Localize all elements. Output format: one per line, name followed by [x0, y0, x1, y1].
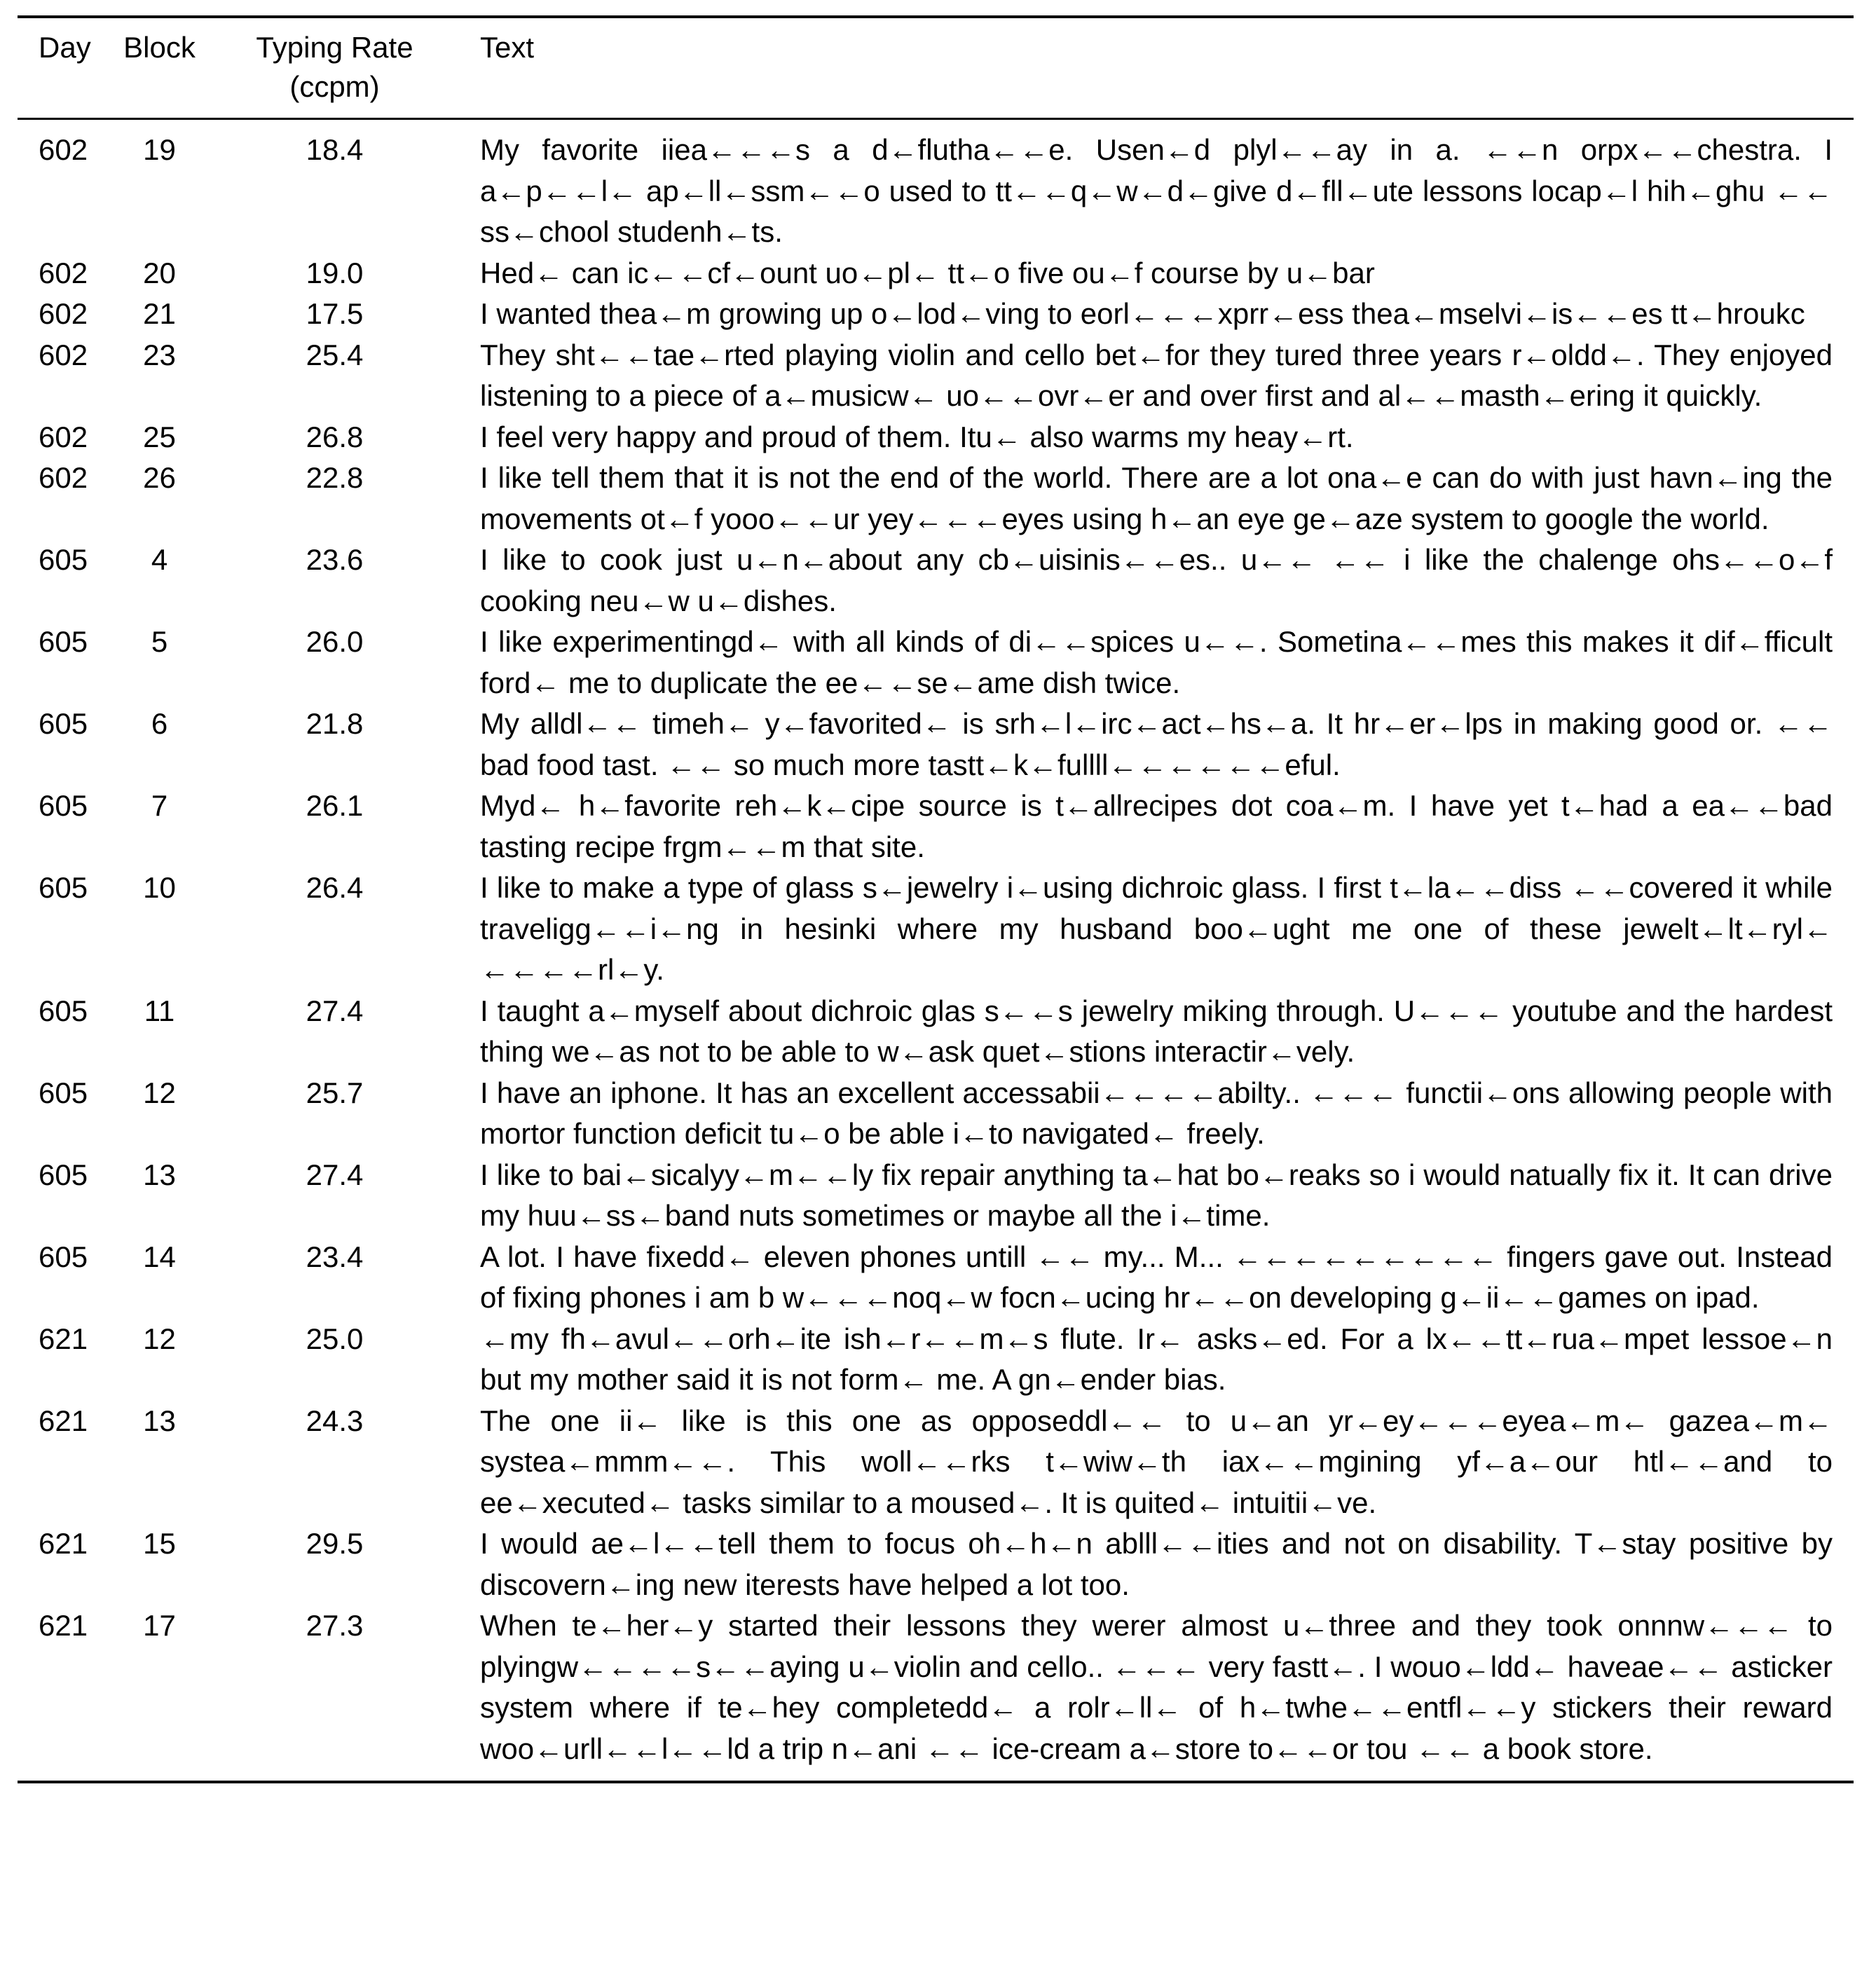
block-cell: 14 — [143, 1240, 176, 1273]
day-cell: 605 — [39, 543, 88, 576]
block-cell: 25 — [143, 420, 176, 453]
table-row — [18, 868, 1854, 991]
typing-rate-cell: 21.8 — [306, 707, 364, 740]
header-typing-rate-label: Typing Rate — [256, 31, 413, 64]
text-cell: I like to bai←sicalyy←m←←ly fix repair anything ta←hat bo←reaks so i would natually fix it. It can drive my huu←ss←band nuts sometimes or maybe all the i←time. — [480, 1158, 1833, 1232]
block-cell: 5 — [151, 625, 168, 658]
text-cell: Hed← can ic←←cf←ount uo←pl← tt←o five ou←f course by u←bar — [480, 256, 1375, 289]
table-row — [18, 1523, 1854, 1605]
table-row — [18, 1319, 1854, 1401]
text-cell: My alldl←← timeh← y←favorited← is srh←l←irc←act←hs←a. It hr←er←lps in making good or. ←← bad food tast. ←← so much more tastt←k←fullll←←←←←←eful. — [480, 707, 1833, 781]
typing-rate-cell: 26.0 — [306, 625, 364, 658]
block-cell: 4 — [151, 543, 168, 576]
day-cell: 602 — [39, 461, 88, 494]
block-cell: 12 — [143, 1076, 176, 1109]
text-cell: My favorite iiea←←←s a d←flutha←←e. Usen←d plyl←←ay in a. ←←n orpx←←chestra. I a←p←←l← ap←ll←ssm←←o used to tt←←q←w←d←give d←fll←ute lessons locap←l hih←ghu ←← ss←chool studenh←ts. — [480, 133, 1833, 248]
table-row — [18, 622, 1854, 704]
text-cell: I like experimentingd← with all kinds of di←←spices u←←. Sometina←←mes this makes it dif←fficult ford← me to duplicate the ee←←se←ame dish twice. — [480, 625, 1833, 699]
table-row — [18, 1073, 1854, 1155]
header-typing-rate-unit: (ccpm) — [289, 70, 380, 103]
table-row — [18, 130, 1854, 253]
typing-rate-cell: 17.5 — [306, 297, 364, 330]
text-cell: Myd← h←favorite reh←k←cipe source is t←allrecipes dot coa←m. I have yet t←had a ea←←bad tasting recipe frgm←←m that site. — [480, 789, 1833, 863]
text-cell: ←my fh←avul←←orh←ite ish←r←←m←s flute. Ir← asks←ed. For a lx←←tt←rua←mpet lessoe←n but my mother said it is not form← me. A gn←ender bias. — [480, 1322, 1833, 1396]
text-cell: I like to cook just u←n←about any cb←uisinis←←es.. u←← ←← i like the chalenge ohs←←o←f cooking neu←w u←dishes. — [480, 543, 1833, 617]
typing-rate-cell: 26.1 — [306, 789, 364, 822]
text-cell: I taught a←myself about dichroic glas s←←s jewelry miking through. U←←← youtube and the hardest thing we←as not to be able to w←ask quet←stions interactir←vely. — [480, 994, 1833, 1068]
day-cell: 605 — [39, 1158, 88, 1191]
day-cell: 605 — [39, 994, 88, 1027]
table-row — [18, 1605, 1854, 1769]
table-row — [18, 1155, 1854, 1237]
day-cell: 605 — [39, 789, 88, 822]
text-cell: I like tell them that it is not the end of the world. There are a lot ona←e can do with just havn←ing the movements ot←f yooo←←ur yey←←←eyes using h←an eye ge←aze system to google the world. — [480, 461, 1833, 535]
text-cell: I feel very happy and proud of them. Itu← also warms my heay←rt. — [480, 420, 1354, 453]
block-cell: 26 — [143, 461, 176, 494]
day-cell: 605 — [39, 707, 88, 740]
typing-rate-cell: 24.3 — [306, 1404, 364, 1437]
block-cell: 17 — [143, 1609, 176, 1642]
header-block: Block — [123, 31, 196, 64]
table-row — [18, 786, 1854, 868]
block-cell: 6 — [151, 707, 168, 740]
table-row — [18, 458, 1854, 540]
text-cell: A lot. I have fixedd← eleven phones untill ←← my... M... ←←←←←←←←← fingers gave out. Instead of fixing phones i am b w←←←noq←w focn←ucing hr←←on developing g←ii←←games on ipad. — [480, 1240, 1833, 1314]
typing-rate-cell: 19.0 — [306, 256, 364, 289]
day-cell: 605 — [39, 625, 88, 658]
block-cell: 12 — [143, 1322, 176, 1355]
table-row — [18, 704, 1854, 786]
typing-rate-cell: 25.7 — [306, 1076, 364, 1109]
bottom-rule — [18, 1781, 1854, 1783]
day-cell: 602 — [39, 256, 88, 289]
table-row — [18, 294, 1854, 335]
day-cell: 605 — [39, 1240, 88, 1273]
table-row — [18, 1401, 1854, 1524]
block-cell: 13 — [143, 1404, 176, 1437]
table-row — [18, 335, 1854, 417]
text-cell: They sht←←tae←rted playing violin and cello bet←for they tured three years r←oldd←. They enjoyed listening to a piece of a←musicw← uo←←ovr←er and over first and al←←masth←ering it quickly. — [480, 338, 1833, 412]
day-cell: 621 — [39, 1404, 88, 1437]
text-cell: I would ae←l←←tell them to focus oh←h←n ablll←←ities and not on disability. T←stay positive by discovern←ing new iterests have helped a lot too. — [480, 1527, 1833, 1601]
day-cell: 602 — [39, 420, 88, 453]
header-text: Text — [480, 31, 535, 64]
text-cell: The one ii← like is this one as opposeddl←← to u←an yr←ey←←←eyea←m← gazea←m← systea←mmm←←. This woll←←rks t←wiw←th iax←←mgining yf←a←our htl←←and to ee←xecuted← tasks similar to a moused←. It is quited← intuitii←ve. — [480, 1404, 1833, 1519]
table-row — [18, 417, 1854, 458]
day-cell: 602 — [39, 297, 88, 330]
text-cell: When te←her←y started their lessons they werer almost u←three and they took onnnw←←← to plyingw←←←←s←←aying u←violin and cello.. ←←← very fastt←. I wouo←ldd← haveae←← asticker system where if te←hey completedd← a rolr←ll← of h←twhe←←entfl←←y stickers their reward woo←urll←←l←←ld a trip n←ani ←← ice-cream a←store to←←or tou ←← a book store. — [480, 1609, 1833, 1765]
table-row — [18, 253, 1854, 294]
typing-rate-cell: 23.6 — [306, 543, 364, 576]
table-row — [18, 1237, 1854, 1319]
header-day: Day — [39, 31, 91, 64]
typing-rate-cell: 25.0 — [306, 1322, 364, 1355]
text-cell: I wanted thea←m growing up o←lod←ving to eorl←←←xprr←ess thea←mselvi←is←←es tt←hroukc — [480, 297, 1805, 330]
block-cell: 13 — [143, 1158, 176, 1191]
block-cell: 15 — [143, 1527, 176, 1560]
day-cell: 605 — [39, 871, 88, 904]
typing-samples-table — [18, 15, 1854, 1783]
text-cell: I like to make a type of glass s←jewelry i←using dichroic glass. I first t←la←←diss ←←covered it while traveligg←←i←ng in hesinki where my husband boo←ught me one of these jewelt←lt←ryl← ←←←←rl←y. — [480, 871, 1833, 986]
block-cell: 21 — [143, 297, 176, 330]
typing-rate-cell: 27.4 — [306, 994, 364, 1027]
block-cell: 20 — [143, 256, 176, 289]
day-cell: 621 — [39, 1527, 88, 1560]
typing-rate-cell: 26.8 — [306, 420, 364, 453]
text-cell: I have an iphone. It has an excellent accessabii←←←←abilty.. ←←← functii←ons allowing people with mortor function deficit tu←o be able i←to navigated← freely. — [480, 1076, 1833, 1150]
block-cell: 10 — [143, 871, 176, 904]
table-row — [18, 991, 1854, 1073]
table-body — [18, 120, 1854, 1781]
block-cell: 23 — [143, 338, 176, 371]
table-row — [18, 540, 1854, 622]
typing-rate-cell: 29.5 — [306, 1527, 364, 1560]
typing-rate-cell: 26.4 — [306, 871, 364, 904]
day-cell: 602 — [39, 133, 88, 166]
typing-rate-cell: 27.4 — [306, 1158, 364, 1191]
typing-rate-cell: 22.8 — [306, 461, 364, 494]
day-cell: 621 — [39, 1609, 88, 1642]
table-header — [18, 18, 1854, 118]
typing-rate-cell: 27.3 — [306, 1609, 364, 1642]
day-cell: 621 — [39, 1322, 88, 1355]
block-cell: 7 — [151, 789, 168, 822]
typing-rate-cell: 18.4 — [306, 133, 364, 166]
block-cell: 11 — [144, 994, 175, 1027]
block-cell: 19 — [143, 133, 176, 166]
day-cell: 605 — [39, 1076, 88, 1109]
day-cell: 602 — [39, 338, 88, 371]
typing-rate-cell: 23.4 — [306, 1240, 364, 1273]
header-typing-rate — [203, 28, 466, 107]
typing-rate-cell: 25.4 — [306, 338, 364, 371]
